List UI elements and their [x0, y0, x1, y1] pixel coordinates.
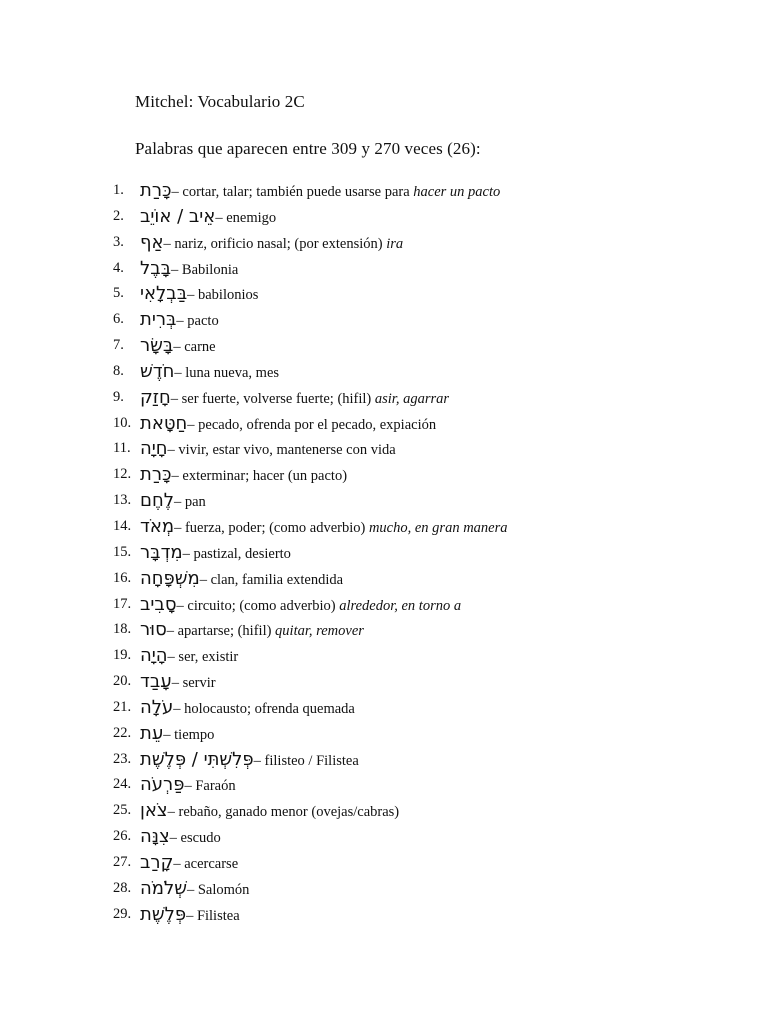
- entry-separator: –: [176, 313, 188, 330]
- spanish-gloss: vivir, estar vivo, mantenerse con vida: [178, 442, 396, 459]
- vocab-item: [0, 230, 768, 256]
- vocab-item: [0, 281, 768, 307]
- vocab-item: [0, 824, 768, 850]
- hebrew-word: עָבַד: [140, 671, 172, 693]
- hebrew-word: חָזַק: [140, 386, 171, 408]
- item-entry: [140, 592, 461, 619]
- spanish-gloss: ser, existir: [178, 649, 239, 666]
- hebrew-word: צֹאן: [140, 800, 168, 822]
- spanish-gloss: pacto: [187, 313, 219, 330]
- entry-separator: –: [163, 726, 175, 743]
- item-entry: [140, 772, 236, 799]
- spanish-gloss-italic: mucho, en gran manera: [368, 519, 508, 536]
- vocab-item: [0, 617, 768, 643]
- entry-separator: –: [163, 235, 175, 252]
- hebrew-word: חָיָה: [140, 438, 168, 460]
- vocab-item: [0, 256, 768, 282]
- item-number: 5.: [113, 285, 124, 302]
- item-number: 15.: [113, 543, 132, 560]
- item-entry: [140, 462, 347, 489]
- spanish-gloss-italic: asir, agarrar: [374, 390, 450, 407]
- spanish-gloss: carne: [184, 339, 216, 356]
- hebrew-word: חַטָּאת: [140, 412, 188, 434]
- entry-separator: –: [186, 907, 197, 924]
- item-entry: [140, 721, 214, 748]
- vocab-item: [0, 747, 768, 773]
- item-entry: [140, 824, 221, 851]
- item-number: 8.: [113, 362, 124, 379]
- item-entry: [140, 256, 238, 283]
- entry-separator: –: [199, 571, 211, 588]
- spanish-gloss: tiempo: [174, 726, 215, 743]
- item-entry: [140, 695, 355, 722]
- vocab-item: [0, 178, 768, 204]
- item-number: 21.: [113, 698, 132, 715]
- spanish-gloss: exterminar; hacer (un pacto): [182, 468, 348, 485]
- spanish-gloss: pecado, ofrenda por el pecado, expiación: [198, 416, 437, 433]
- vocab-item: [0, 204, 768, 230]
- item-entry: [140, 902, 240, 929]
- hebrew-word: לֶחֶם: [140, 490, 174, 512]
- item-entry: [140, 876, 249, 903]
- spanish-gloss: babilonios: [197, 287, 259, 304]
- spanish-gloss: filisteo / Filistea: [264, 752, 359, 769]
- entry-separator: –: [187, 287, 198, 304]
- spanish-gloss: cortar, talar; también puede usarse para: [182, 184, 414, 200]
- entry-separator: –: [173, 855, 185, 872]
- item-entry: [140, 747, 359, 774]
- spanish-gloss: enemigo: [226, 209, 277, 226]
- vocabulary-list: [0, 178, 768, 927]
- item-entry: [140, 540, 291, 567]
- entry-separator: –: [171, 675, 183, 692]
- vocab-item: [0, 798, 768, 824]
- vocab-item: [0, 902, 768, 928]
- item-number: 27.: [113, 853, 132, 870]
- vocab-item: [0, 850, 768, 876]
- item-entry: [140, 643, 238, 670]
- spanish-gloss: Faraón: [195, 778, 236, 795]
- item-number: 25.: [113, 802, 132, 819]
- entry-separator: –: [182, 545, 194, 562]
- entry-separator: –: [173, 494, 185, 511]
- item-number: 13.: [113, 492, 132, 509]
- item-number: 22.: [113, 724, 132, 741]
- entry-separator: –: [215, 209, 227, 226]
- vocab-item: [0, 411, 768, 437]
- spanish-gloss: pan: [184, 494, 206, 511]
- vocab-item: [0, 436, 768, 462]
- item-entry: [140, 436, 396, 463]
- item-number: 17.: [113, 595, 132, 612]
- vocab-item: [0, 876, 768, 902]
- spanish-gloss: clan, familia extendida: [210, 571, 344, 588]
- hebrew-word: חֹדֶשׁ: [140, 360, 175, 382]
- hebrew-word: בָּבֶל: [140, 257, 172, 279]
- spanish-gloss: holocausto; ofrenda quemada: [184, 700, 355, 717]
- entry-separator: –: [174, 364, 186, 381]
- spanish-gloss: acercarse: [184, 855, 239, 872]
- entry-separator: –: [166, 623, 178, 640]
- hebrew-word: מְאֹד: [140, 515, 175, 537]
- item-entry: [140, 617, 364, 644]
- entry-separator: –: [173, 339, 185, 356]
- spanish-gloss: Salomón: [197, 881, 250, 898]
- vocab-item: [0, 772, 768, 798]
- entry-separator: –: [167, 649, 179, 666]
- hebrew-word: אֵיב / אוֹיֵב: [140, 205, 216, 227]
- item-entry: [140, 385, 449, 412]
- item-entry: [140, 514, 508, 541]
- hebrew-word: מִדְבָּר: [140, 541, 183, 563]
- entry-separator: –: [171, 468, 183, 485]
- vocab-item: [0, 307, 768, 333]
- entry-separator: –: [167, 804, 179, 821]
- item-number: 10.: [113, 414, 132, 431]
- item-entry: [140, 669, 216, 696]
- hebrew-word: בְּרִית: [140, 309, 177, 331]
- hebrew-word: מִשְׁפָּחָה: [140, 567, 200, 589]
- item-number: 20.: [113, 673, 132, 690]
- hebrew-word: פְּלִשְׁתִּי / פְּלֶשֶׁת: [140, 748, 254, 770]
- vocab-item: [0, 462, 768, 488]
- spanish-gloss: fuerza, poder; (como adverbio): [184, 519, 369, 536]
- item-number: 12.: [113, 466, 132, 483]
- spanish-gloss-italic: hacer un pacto: [413, 184, 501, 200]
- spanish-gloss: luna nueva, mes: [185, 364, 280, 381]
- item-entry: [140, 411, 436, 438]
- entry-separator: –: [170, 390, 182, 407]
- hebrew-word: בַּבְלָאִי: [140, 283, 188, 305]
- hebrew-word: פַּרְעֹה: [140, 774, 185, 796]
- item-entry: [140, 333, 216, 360]
- spanish-gloss: pastizal, desierto: [193, 545, 291, 562]
- spanish-gloss: Babilonia: [181, 261, 239, 278]
- hebrew-word: כָּרַת: [140, 464, 172, 486]
- hebrew-word: פְּלֶשֶׁת: [140, 903, 187, 925]
- spanish-gloss-italic: alrededor, en torno a: [339, 597, 462, 614]
- hebrew-word: עֹלָה: [140, 696, 174, 718]
- item-number: 14.: [113, 517, 132, 534]
- vocab-item: [0, 333, 768, 359]
- spanish-gloss: circuito; (como adverbio): [187, 597, 340, 614]
- entry-separator: –: [167, 442, 179, 459]
- item-entry: [140, 178, 500, 205]
- item-number: 9.: [113, 388, 124, 405]
- item-number: 6.: [113, 311, 124, 328]
- hebrew-word: אַף: [140, 231, 164, 253]
- entry-separator: –: [174, 519, 185, 536]
- item-number: 18.: [113, 621, 132, 638]
- item-number: 3.: [113, 233, 124, 250]
- hebrew-word: צִנָּה: [140, 826, 170, 848]
- vocab-item: [0, 695, 768, 721]
- spanish-gloss: rebaño, ganado menor (ovejas/cabras): [178, 804, 400, 821]
- vocab-item: [0, 540, 768, 566]
- entry-separator: –: [173, 700, 185, 717]
- item-number: 2.: [113, 207, 124, 224]
- item-number: 26.: [113, 828, 132, 845]
- item-number: 11.: [113, 440, 131, 457]
- hebrew-word: כָּרַת: [140, 180, 172, 201]
- item-entry: [140, 566, 343, 593]
- item-number: 23.: [113, 750, 132, 767]
- item-entry: [140, 204, 276, 231]
- vocab-item: [0, 359, 768, 385]
- item-entry: [140, 798, 399, 825]
- spanish-gloss-italic: quitar, remover: [275, 623, 364, 640]
- entry-separator: –: [169, 830, 181, 847]
- item-number: 7.: [113, 337, 124, 354]
- item-number: 28.: [113, 879, 132, 896]
- document-subtitle: Palabras que aparecen entre 309 y 270 veces (26):: [135, 139, 481, 158]
- item-entry: [140, 307, 219, 334]
- item-number: 4.: [113, 259, 124, 276]
- item-entry: [140, 359, 279, 386]
- item-entry: [140, 850, 238, 877]
- spanish-gloss: apartarse; (hifil): [177, 623, 276, 640]
- hebrew-word: קָרַב: [140, 851, 174, 873]
- item-number: 29.: [113, 905, 132, 922]
- spanish-gloss: ser fuerte, volverse fuerte; (hifil): [181, 390, 375, 407]
- vocab-item: [0, 643, 768, 669]
- item-number: 1.: [113, 182, 124, 198]
- vocab-item: [0, 721, 768, 747]
- hebrew-word: בָּשָׂר: [140, 335, 174, 357]
- item-entry: [140, 230, 403, 257]
- vocab-item: [0, 566, 768, 592]
- hebrew-word: הָיָה: [140, 645, 168, 667]
- item-entry: [140, 281, 258, 308]
- entry-separator: –: [176, 597, 188, 614]
- spanish-gloss: escudo: [180, 830, 221, 847]
- spanish-gloss: nariz, orificio nasal; (por extensión): [174, 235, 387, 252]
- spanish-gloss-italic: ira: [386, 235, 404, 252]
- hebrew-word: עֵת: [140, 722, 164, 744]
- vocab-item: [0, 592, 768, 618]
- entry-separator: –: [253, 752, 265, 769]
- entry-separator: –: [171, 261, 182, 278]
- document-title: Mitchel: Vocabulario 2C: [135, 92, 305, 111]
- spanish-gloss: Filistea: [196, 907, 240, 924]
- hebrew-word: סוּר: [140, 619, 167, 641]
- item-number: 16.: [113, 569, 132, 586]
- vocab-item: [0, 488, 768, 514]
- entry-separator: –: [184, 778, 196, 795]
- hebrew-word: שְׁלֹמֹה: [140, 877, 187, 899]
- hebrew-word: סָבִיב: [140, 593, 177, 615]
- vocab-item: [0, 385, 768, 411]
- vocab-item: [0, 669, 768, 695]
- spanish-gloss: servir: [182, 675, 216, 692]
- entry-separator: –: [186, 881, 198, 898]
- item-number: 24.: [113, 776, 132, 793]
- item-number: 19.: [113, 647, 132, 664]
- item-entry: [140, 488, 206, 515]
- entry-separator: –: [171, 184, 183, 200]
- entry-separator: –: [187, 416, 199, 433]
- vocab-item: [0, 514, 768, 540]
